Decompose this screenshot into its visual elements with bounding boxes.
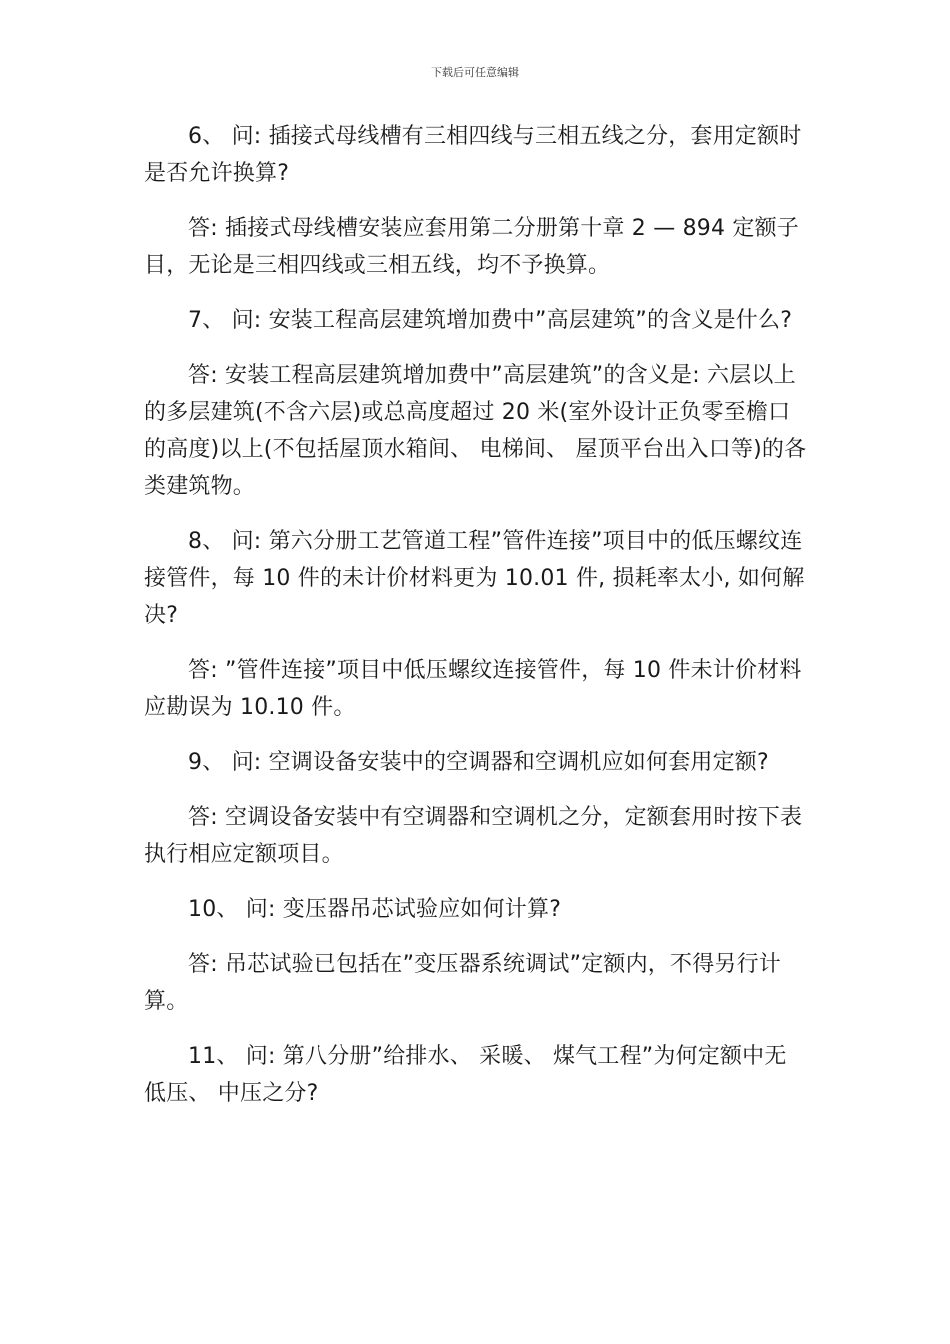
- answer-7: 答: 安装工程高层建筑增加费中”高层建筑”的含义是: 六层以上的多层建筑(不含六层)或总高度超过 20 米(室外设计正负零至檐口的高度)以上(不包括屋顶水箱间、 电梯间、 屋顶平台出入口等)的各类建筑物。: [144, 363, 807, 499]
- question-9: 9、 问: 空调设备安装中的空调器和空调机应如何套用定额?: [188, 750, 769, 775]
- question-7: 7、 问: 安装工程高层建筑增加费中”高层建筑”的含义是什么?: [188, 308, 793, 333]
- question-10: 10、 问: 变压器吊芯试验应如何计算?: [188, 897, 562, 922]
- answer-9: 答: 空调设备安装中有空调器和空调机之分，定额套用时按下表执行相应定额项目。: [144, 805, 803, 867]
- question-8: 8、 问: 第六分册工艺管道工程”管件连接”项目中的低压螺纹连接管件，每 10 件的未计价材料更为 10.01 件, 损耗率太小, 如何解决?: [144, 529, 805, 628]
- question-11: 11、 问: 第八分册”给排水、 采暖、 煤气工程”为何定额中无低压、 中压之分?: [144, 1044, 787, 1106]
- document-body: [144, 118, 808, 1130]
- answer-8: 答: ”管件连接”项目中低压螺纹连接管件，每 10 件未计价材料应勘误为 10.10 件。: [144, 658, 802, 720]
- page-header: 下载后可任意编辑: [431, 66, 519, 79]
- answer-6: 答: 插接式母线槽安装应套用第二分册第十章 2 — 894 定额子目，无论是三相四线或三相五线，均不予换算。: [144, 216, 799, 278]
- question-6: 6、 问: 插接式母线槽有三相四线与三相五线之分，套用定额时是否允许换算?: [144, 124, 802, 186]
- answer-10: 答: 吊芯试验已包括在”变压器系统调试”定额内，不得另行计算。: [144, 952, 782, 1014]
